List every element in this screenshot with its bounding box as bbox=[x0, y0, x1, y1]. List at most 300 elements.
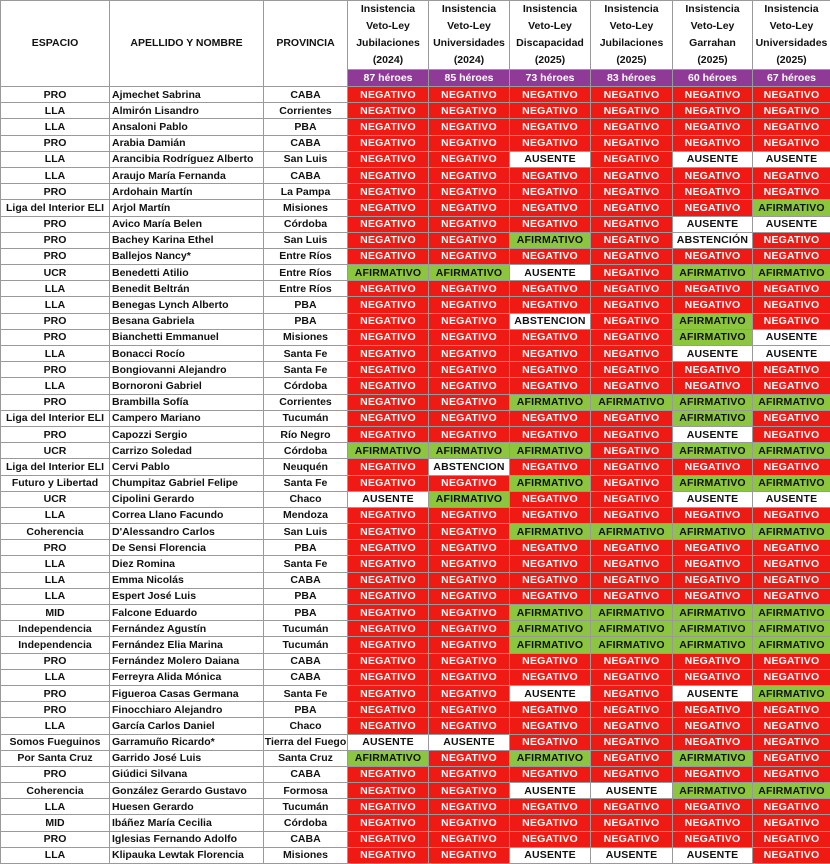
vote-cell: NEGATIVO bbox=[591, 232, 673, 248]
vote-cell: AFIRMATIVO bbox=[673, 605, 753, 621]
cell-espacio: LLA bbox=[1, 119, 110, 135]
cell-provincia: Córdoba bbox=[264, 443, 348, 459]
vote-cell: NEGATIVO bbox=[348, 167, 429, 183]
cell-provincia: CABA bbox=[264, 766, 348, 782]
cell-nombre: Bianchetti Emmanuel bbox=[110, 329, 264, 345]
table-row bbox=[1, 103, 830, 119]
cell-provincia: Córdoba bbox=[264, 216, 348, 232]
vote-cell: NEGATIVO bbox=[591, 346, 673, 362]
vote-cell: AUSENTE bbox=[753, 491, 830, 507]
vote-cell: NEGATIVO bbox=[510, 459, 591, 475]
vote-cell: NEGATIVO bbox=[753, 653, 830, 669]
vote-cell: AFIRMATIVO bbox=[673, 524, 753, 540]
cell-provincia: San Luis bbox=[264, 524, 348, 540]
vote-cell: AUSENTE bbox=[510, 847, 591, 863]
vote-cell: NEGATIVO bbox=[348, 394, 429, 410]
vote-cell: NEGATIVO bbox=[753, 669, 830, 685]
table-row bbox=[1, 669, 830, 685]
header-vote-1: Insistencia Veto-Ley Jubilaciones (2024) bbox=[348, 1, 429, 70]
cell-espacio: LLA bbox=[1, 799, 110, 815]
table-row bbox=[1, 346, 830, 362]
heroes-count-6: 67 héroes bbox=[753, 70, 830, 87]
cell-nombre: Figueroa Casas Germana bbox=[110, 685, 264, 701]
cell-nombre: Almirón Lisandro bbox=[110, 103, 264, 119]
cell-provincia: Corrientes bbox=[264, 394, 348, 410]
vote-cell: NEGATIVO bbox=[753, 184, 830, 200]
cell-espacio: Coherencia bbox=[1, 783, 110, 799]
cell-nombre: Araujo María Fernanda bbox=[110, 167, 264, 183]
vote-cell: AFIRMATIVO bbox=[510, 232, 591, 248]
cell-espacio: PRO bbox=[1, 702, 110, 718]
vote-cell: NEGATIVO bbox=[429, 184, 510, 200]
table-row bbox=[1, 685, 830, 701]
vote-cell: AFIRMATIVO bbox=[753, 200, 830, 216]
vote-cell: AFIRMATIVO bbox=[510, 637, 591, 653]
vote-cell: NEGATIVO bbox=[348, 540, 429, 556]
table-row bbox=[1, 783, 830, 799]
vote-cell: NEGATIVO bbox=[591, 378, 673, 394]
vote-cell: NEGATIVO bbox=[753, 459, 830, 475]
vote-cell: NEGATIVO bbox=[510, 540, 591, 556]
vote-cell: AFIRMATIVO bbox=[753, 475, 830, 491]
vote-cell: NEGATIVO bbox=[429, 167, 510, 183]
table-row bbox=[1, 184, 830, 200]
vote-cell: NEGATIVO bbox=[429, 799, 510, 815]
cell-provincia: PBA bbox=[264, 540, 348, 556]
cell-espacio: LLA bbox=[1, 281, 110, 297]
vote-cell: AFIRMATIVO bbox=[673, 265, 753, 281]
cell-espacio: LLA bbox=[1, 378, 110, 394]
vote-cell: NEGATIVO bbox=[348, 685, 429, 701]
vote-cell: NEGATIVO bbox=[673, 556, 753, 572]
vote-cell: AFIRMATIVO bbox=[673, 637, 753, 653]
cell-espacio: PRO bbox=[1, 329, 110, 345]
vote-cell: NEGATIVO bbox=[429, 248, 510, 264]
cell-espacio: LLA bbox=[1, 669, 110, 685]
vote-cell: NEGATIVO bbox=[753, 248, 830, 264]
cell-provincia: Misiones bbox=[264, 847, 348, 863]
vote-cell: NEGATIVO bbox=[348, 248, 429, 264]
cell-nombre: Emma Nicolás bbox=[110, 572, 264, 588]
cell-espacio: PRO bbox=[1, 184, 110, 200]
vote-cell: NEGATIVO bbox=[348, 184, 429, 200]
vote-cell: NEGATIVO bbox=[753, 588, 830, 604]
vote-cell: NEGATIVO bbox=[348, 815, 429, 831]
vote-cell: AFIRMATIVO bbox=[510, 621, 591, 637]
vote-cell: NEGATIVO bbox=[591, 718, 673, 734]
cell-nombre: Besana Gabriela bbox=[110, 313, 264, 329]
cell-provincia: PBA bbox=[264, 119, 348, 135]
table-row bbox=[1, 702, 830, 718]
vote-cell: NEGATIVO bbox=[429, 669, 510, 685]
vote-cell: NEGATIVO bbox=[429, 540, 510, 556]
vote-cell: NEGATIVO bbox=[510, 200, 591, 216]
vote-cell: NEGATIVO bbox=[348, 362, 429, 378]
cell-provincia: CABA bbox=[264, 167, 348, 183]
vote-cell: NEGATIVO bbox=[753, 540, 830, 556]
vote-cell: AFIRMATIVO bbox=[510, 475, 591, 491]
cell-espacio: Por Santa Cruz bbox=[1, 750, 110, 766]
vote-cell: NEGATIVO bbox=[348, 475, 429, 491]
cell-provincia: San Luis bbox=[264, 151, 348, 167]
cell-nombre: Benegas Lynch Alberto bbox=[110, 297, 264, 313]
cell-nombre: Fernández Agustín bbox=[110, 621, 264, 637]
vote-cell: NEGATIVO bbox=[429, 394, 510, 410]
vote-cell: NEGATIVO bbox=[591, 572, 673, 588]
vote-cell: AFIRMATIVO bbox=[673, 443, 753, 459]
cell-espacio: LLA bbox=[1, 588, 110, 604]
vote-cell: NEGATIVO bbox=[348, 216, 429, 232]
cell-provincia: Chaco bbox=[264, 718, 348, 734]
vote-cell: NEGATIVO bbox=[429, 103, 510, 119]
table-body bbox=[1, 87, 830, 864]
vote-cell: AFIRMATIVO bbox=[753, 443, 830, 459]
cell-provincia: Santa Fe bbox=[264, 556, 348, 572]
vote-cell: NEGATIVO bbox=[429, 750, 510, 766]
cell-nombre: Fernández Elia Marina bbox=[110, 637, 264, 653]
vote-cell: NEGATIVO bbox=[348, 281, 429, 297]
vote-cell: AUSENTE bbox=[510, 783, 591, 799]
cell-nombre: Correa Llano Facundo bbox=[110, 507, 264, 523]
vote-cell: AUSENTE bbox=[591, 847, 673, 863]
vote-cell: NEGATIVO bbox=[753, 718, 830, 734]
cell-nombre: Ibáñez María Cecilia bbox=[110, 815, 264, 831]
header-vote-3: Insistencia Veto-Ley Discapacidad (2025) bbox=[510, 1, 591, 70]
heroes-count-3: 73 héroes bbox=[510, 70, 591, 87]
cell-espacio: LLA bbox=[1, 556, 110, 572]
vote-cell: NEGATIVO bbox=[753, 426, 830, 442]
vote-cell: AUSENTE bbox=[673, 426, 753, 442]
vote-cell: NEGATIVO bbox=[510, 248, 591, 264]
table-row bbox=[1, 410, 830, 426]
cell-espacio: MID bbox=[1, 605, 110, 621]
vote-cell: NEGATIVO bbox=[591, 815, 673, 831]
vote-cell: NEGATIVO bbox=[673, 718, 753, 734]
header-vote-6: Insistencia Veto-Ley Universidades (2025) bbox=[753, 1, 830, 70]
vote-cell: AUSENTE bbox=[753, 346, 830, 362]
vote-cell: NEGATIVO bbox=[673, 734, 753, 750]
cell-provincia: CABA bbox=[264, 653, 348, 669]
vote-cell: NEGATIVO bbox=[429, 232, 510, 248]
vote-cell: AUSENTE bbox=[510, 265, 591, 281]
vote-cell: NEGATIVO bbox=[510, 184, 591, 200]
vote-cell: NEGATIVO bbox=[348, 847, 429, 863]
vote-cell: ABSTENCIÓN bbox=[673, 232, 753, 248]
vote-cell: AUSENTE bbox=[753, 151, 830, 167]
vote-cell: AUSENTE bbox=[348, 734, 429, 750]
heroes-count-1: 87 héroes bbox=[348, 70, 429, 87]
cell-espacio: LLA bbox=[1, 572, 110, 588]
cell-provincia: Córdoba bbox=[264, 815, 348, 831]
vote-cell: NEGATIVO bbox=[673, 184, 753, 200]
cell-nombre: Ferreyra Alida Mónica bbox=[110, 669, 264, 685]
vote-cell: NEGATIVO bbox=[591, 443, 673, 459]
vote-cell: NEGATIVO bbox=[673, 669, 753, 685]
vote-cell: NEGATIVO bbox=[591, 734, 673, 750]
cell-provincia: La Pampa bbox=[264, 184, 348, 200]
cell-provincia: Formosa bbox=[264, 783, 348, 799]
heroes-count-5: 60 héroes bbox=[673, 70, 753, 87]
vote-cell: NEGATIVO bbox=[348, 297, 429, 313]
vote-cell: NEGATIVO bbox=[510, 119, 591, 135]
heroes-count-2: 85 héroes bbox=[429, 70, 510, 87]
table-row bbox=[1, 297, 830, 313]
cell-espacio: UCR bbox=[1, 491, 110, 507]
cell-nombre: Huesen Gerardo bbox=[110, 799, 264, 815]
cell-nombre: Finocchiaro Alejandro bbox=[110, 702, 264, 718]
table-row bbox=[1, 831, 830, 847]
table-row bbox=[1, 329, 830, 345]
vote-cell: NEGATIVO bbox=[591, 329, 673, 345]
vote-cell: NEGATIVO bbox=[429, 556, 510, 572]
vote-cell: NEGATIVO bbox=[429, 200, 510, 216]
vote-cell: NEGATIVO bbox=[510, 588, 591, 604]
cell-nombre: Fernández Molero Daiana bbox=[110, 653, 264, 669]
vote-cell: AUSENTE bbox=[510, 151, 591, 167]
vote-cell: AUSENTE bbox=[510, 685, 591, 701]
cell-espacio: PRO bbox=[1, 426, 110, 442]
vote-cell: NEGATIVO bbox=[348, 702, 429, 718]
vote-cell: NEGATIVO bbox=[753, 103, 830, 119]
vote-cell: ABSTENCION bbox=[429, 459, 510, 475]
cell-provincia: Santa Fe bbox=[264, 475, 348, 491]
vote-cell: NEGATIVO bbox=[591, 410, 673, 426]
vote-cell: NEGATIVO bbox=[510, 346, 591, 362]
cell-espacio: PRO bbox=[1, 216, 110, 232]
table-row bbox=[1, 200, 830, 216]
vote-cell: NEGATIVO bbox=[510, 297, 591, 313]
vote-cell: NEGATIVO bbox=[348, 426, 429, 442]
vote-cell: AFIRMATIVO bbox=[673, 410, 753, 426]
cell-provincia: Corrientes bbox=[264, 103, 348, 119]
vote-cell: NEGATIVO bbox=[348, 103, 429, 119]
vote-cell: AFIRMATIVO bbox=[429, 265, 510, 281]
cell-nombre: D'Alessandro Carlos bbox=[110, 524, 264, 540]
vote-cell: NEGATIVO bbox=[429, 135, 510, 151]
vote-cell: NEGATIVO bbox=[348, 135, 429, 151]
cell-provincia: PBA bbox=[264, 588, 348, 604]
table-row bbox=[1, 766, 830, 782]
vote-cell: NEGATIVO bbox=[591, 750, 673, 766]
header-espacio: ESPACIO bbox=[1, 1, 110, 87]
vote-cell: NEGATIVO bbox=[348, 718, 429, 734]
table-row bbox=[1, 281, 830, 297]
cell-nombre: Ballejos Nancy* bbox=[110, 248, 264, 264]
cell-espacio: PRO bbox=[1, 135, 110, 151]
vote-cell: NEGATIVO bbox=[348, 653, 429, 669]
vote-cell: NEGATIVO bbox=[753, 831, 830, 847]
table-row bbox=[1, 524, 830, 540]
cell-provincia: Misiones bbox=[264, 329, 348, 345]
vote-cell: NEGATIVO bbox=[591, 685, 673, 701]
vote-cell: NEGATIVO bbox=[753, 313, 830, 329]
vote-cell: NEGATIVO bbox=[348, 119, 429, 135]
vote-cell: NEGATIVO bbox=[429, 313, 510, 329]
vote-cell: NEGATIVO bbox=[429, 831, 510, 847]
vote-cell: AFIRMATIVO bbox=[673, 621, 753, 637]
table-row bbox=[1, 362, 830, 378]
cell-espacio: LLA bbox=[1, 346, 110, 362]
vote-cell: AFIRMATIVO bbox=[591, 621, 673, 637]
cell-nombre: Bachey Karina Ethel bbox=[110, 232, 264, 248]
vote-cell: NEGATIVO bbox=[510, 167, 591, 183]
vote-cell: NEGATIVO bbox=[673, 281, 753, 297]
cell-espacio: LLA bbox=[1, 297, 110, 313]
vote-cell: AUSENTE bbox=[591, 783, 673, 799]
vote-cell: AFIRMATIVO bbox=[753, 524, 830, 540]
vote-cell: NEGATIVO bbox=[673, 653, 753, 669]
cell-nombre: Cipolini Gerardo bbox=[110, 491, 264, 507]
vote-cell: NEGATIVO bbox=[510, 410, 591, 426]
vote-cell: AUSENTE bbox=[753, 216, 830, 232]
vote-cell: NEGATIVO bbox=[429, 216, 510, 232]
vote-cell: NEGATIVO bbox=[673, 799, 753, 815]
vote-cell: NEGATIVO bbox=[429, 329, 510, 345]
vote-cell: NEGATIVO bbox=[753, 167, 830, 183]
cell-nombre: Iglesias Fernando Adolfo bbox=[110, 831, 264, 847]
cell-provincia: Santa Fe bbox=[264, 685, 348, 701]
vote-cell: NEGATIVO bbox=[673, 362, 753, 378]
vote-cell: NEGATIVO bbox=[591, 669, 673, 685]
vote-cell: AFIRMATIVO bbox=[591, 394, 673, 410]
table-row bbox=[1, 556, 830, 572]
vote-cell: NEGATIVO bbox=[673, 507, 753, 523]
vote-cell: NEGATIVO bbox=[591, 119, 673, 135]
vote-cell: NEGATIVO bbox=[591, 799, 673, 815]
vote-cell: NEGATIVO bbox=[510, 378, 591, 394]
vote-cell: NEGATIVO bbox=[429, 151, 510, 167]
header-vote-2: Insistencia Veto-Ley Universidades (2024) bbox=[429, 1, 510, 70]
vote-cell: NEGATIVO bbox=[673, 540, 753, 556]
cell-nombre: González Gerardo Gustavo bbox=[110, 783, 264, 799]
cell-provincia: Córdoba bbox=[264, 378, 348, 394]
cell-nombre: Espert José Luis bbox=[110, 588, 264, 604]
vote-cell: NEGATIVO bbox=[753, 87, 830, 103]
vote-cell: NEGATIVO bbox=[591, 103, 673, 119]
vote-cell: NEGATIVO bbox=[348, 669, 429, 685]
cell-espacio: PRO bbox=[1, 248, 110, 264]
vote-cell: AFIRMATIVO bbox=[753, 685, 830, 701]
vote-cell: AFIRMATIVO bbox=[510, 750, 591, 766]
vote-cell: NEGATIVO bbox=[753, 281, 830, 297]
cell-nombre: Bonacci Rocío bbox=[110, 346, 264, 362]
vote-cell: NEGATIVO bbox=[510, 491, 591, 507]
cell-provincia: CABA bbox=[264, 87, 348, 103]
cell-nombre: Bornoroni Gabriel bbox=[110, 378, 264, 394]
table-row bbox=[1, 540, 830, 556]
vote-cell: NEGATIVO bbox=[429, 637, 510, 653]
table-row bbox=[1, 119, 830, 135]
cell-provincia: Santa Fe bbox=[264, 346, 348, 362]
vote-cell: AFIRMATIVO bbox=[510, 605, 591, 621]
vote-cell: NEGATIVO bbox=[348, 621, 429, 637]
vote-cell: NEGATIVO bbox=[510, 87, 591, 103]
cell-nombre: Diez Romina bbox=[110, 556, 264, 572]
vote-cell: NEGATIVO bbox=[348, 783, 429, 799]
vote-cell: AFIRMATIVO bbox=[510, 524, 591, 540]
cell-provincia: Tucumán bbox=[264, 637, 348, 653]
vote-cell: NEGATIVO bbox=[591, 540, 673, 556]
vote-cell: NEGATIVO bbox=[348, 151, 429, 167]
vote-cell: NEGATIVO bbox=[673, 831, 753, 847]
vote-cell: NEGATIVO bbox=[753, 410, 830, 426]
vote-cell: NEGATIVO bbox=[348, 766, 429, 782]
cell-provincia: Santa Fe bbox=[264, 362, 348, 378]
vote-cell: AFIRMATIVO bbox=[348, 443, 429, 459]
cell-espacio: PRO bbox=[1, 394, 110, 410]
vote-cell: AUSENTE bbox=[753, 329, 830, 345]
vote-cell: AFIRMATIVO bbox=[673, 394, 753, 410]
table-row bbox=[1, 248, 830, 264]
cell-espacio: PRO bbox=[1, 685, 110, 701]
vote-cell: NEGATIVO bbox=[753, 507, 830, 523]
vote-cell: NEGATIVO bbox=[510, 831, 591, 847]
vote-cell: AFIRMATIVO bbox=[753, 265, 830, 281]
vote-cell: NEGATIVO bbox=[591, 87, 673, 103]
vote-cell: NEGATIVO bbox=[429, 588, 510, 604]
vote-cell: NEGATIVO bbox=[753, 232, 830, 248]
vote-cell: NEGATIVO bbox=[591, 216, 673, 232]
cell-nombre: Klipauka Lewtak Florencia bbox=[110, 847, 264, 863]
vote-cell: NEGATIVO bbox=[753, 815, 830, 831]
cell-provincia: Entre Ríos bbox=[264, 265, 348, 281]
vote-cell: AFIRMATIVO bbox=[753, 783, 830, 799]
vote-cell: NEGATIVO bbox=[753, 297, 830, 313]
table-row bbox=[1, 232, 830, 248]
vote-cell: NEGATIVO bbox=[753, 556, 830, 572]
vote-cell: NEGATIVO bbox=[429, 297, 510, 313]
table-row bbox=[1, 87, 830, 103]
vote-cell: NEGATIVO bbox=[753, 362, 830, 378]
cell-espacio: LLA bbox=[1, 507, 110, 523]
vote-cell: AFIRMATIVO bbox=[348, 265, 429, 281]
table-row bbox=[1, 491, 830, 507]
vote-cell: NEGATIVO bbox=[348, 588, 429, 604]
vote-cell: ABSTENCION bbox=[510, 313, 591, 329]
cell-nombre: Benedetti Atilio bbox=[110, 265, 264, 281]
vote-cell: NEGATIVO bbox=[510, 766, 591, 782]
vote-cell: NEGATIVO bbox=[753, 734, 830, 750]
cell-espacio: Liga del Interior ELI bbox=[1, 410, 110, 426]
vote-cell: AFIRMATIVO bbox=[753, 605, 830, 621]
table-row bbox=[1, 750, 830, 766]
vote-cell: AFIRMATIVO bbox=[753, 621, 830, 637]
table-row bbox=[1, 265, 830, 281]
table-row bbox=[1, 167, 830, 183]
table-row bbox=[1, 151, 830, 167]
vote-cell: NEGATIVO bbox=[673, 572, 753, 588]
vote-cell: AUSENTE bbox=[673, 346, 753, 362]
cell-provincia: Río Negro bbox=[264, 426, 348, 442]
vote-cell: NEGATIVO bbox=[673, 766, 753, 782]
cell-espacio: Futuro y Libertad bbox=[1, 475, 110, 491]
vote-cell: NEGATIVO bbox=[348, 410, 429, 426]
vote-cell: NEGATIVO bbox=[591, 475, 673, 491]
vote-cell: NEGATIVO bbox=[429, 605, 510, 621]
table-row bbox=[1, 313, 830, 329]
vote-cell: NEGATIVO bbox=[510, 799, 591, 815]
vote-cell: NEGATIVO bbox=[429, 346, 510, 362]
vote-cell: NEGATIVO bbox=[510, 329, 591, 345]
cell-provincia: CABA bbox=[264, 135, 348, 151]
vote-cell: NEGATIVO bbox=[510, 216, 591, 232]
vote-cell: NEGATIVO bbox=[429, 685, 510, 701]
vote-cell: NEGATIVO bbox=[673, 103, 753, 119]
vote-cell: NEGATIVO bbox=[510, 669, 591, 685]
table-row bbox=[1, 653, 830, 669]
cell-provincia: Mendoza bbox=[264, 507, 348, 523]
cell-provincia: PBA bbox=[264, 702, 348, 718]
